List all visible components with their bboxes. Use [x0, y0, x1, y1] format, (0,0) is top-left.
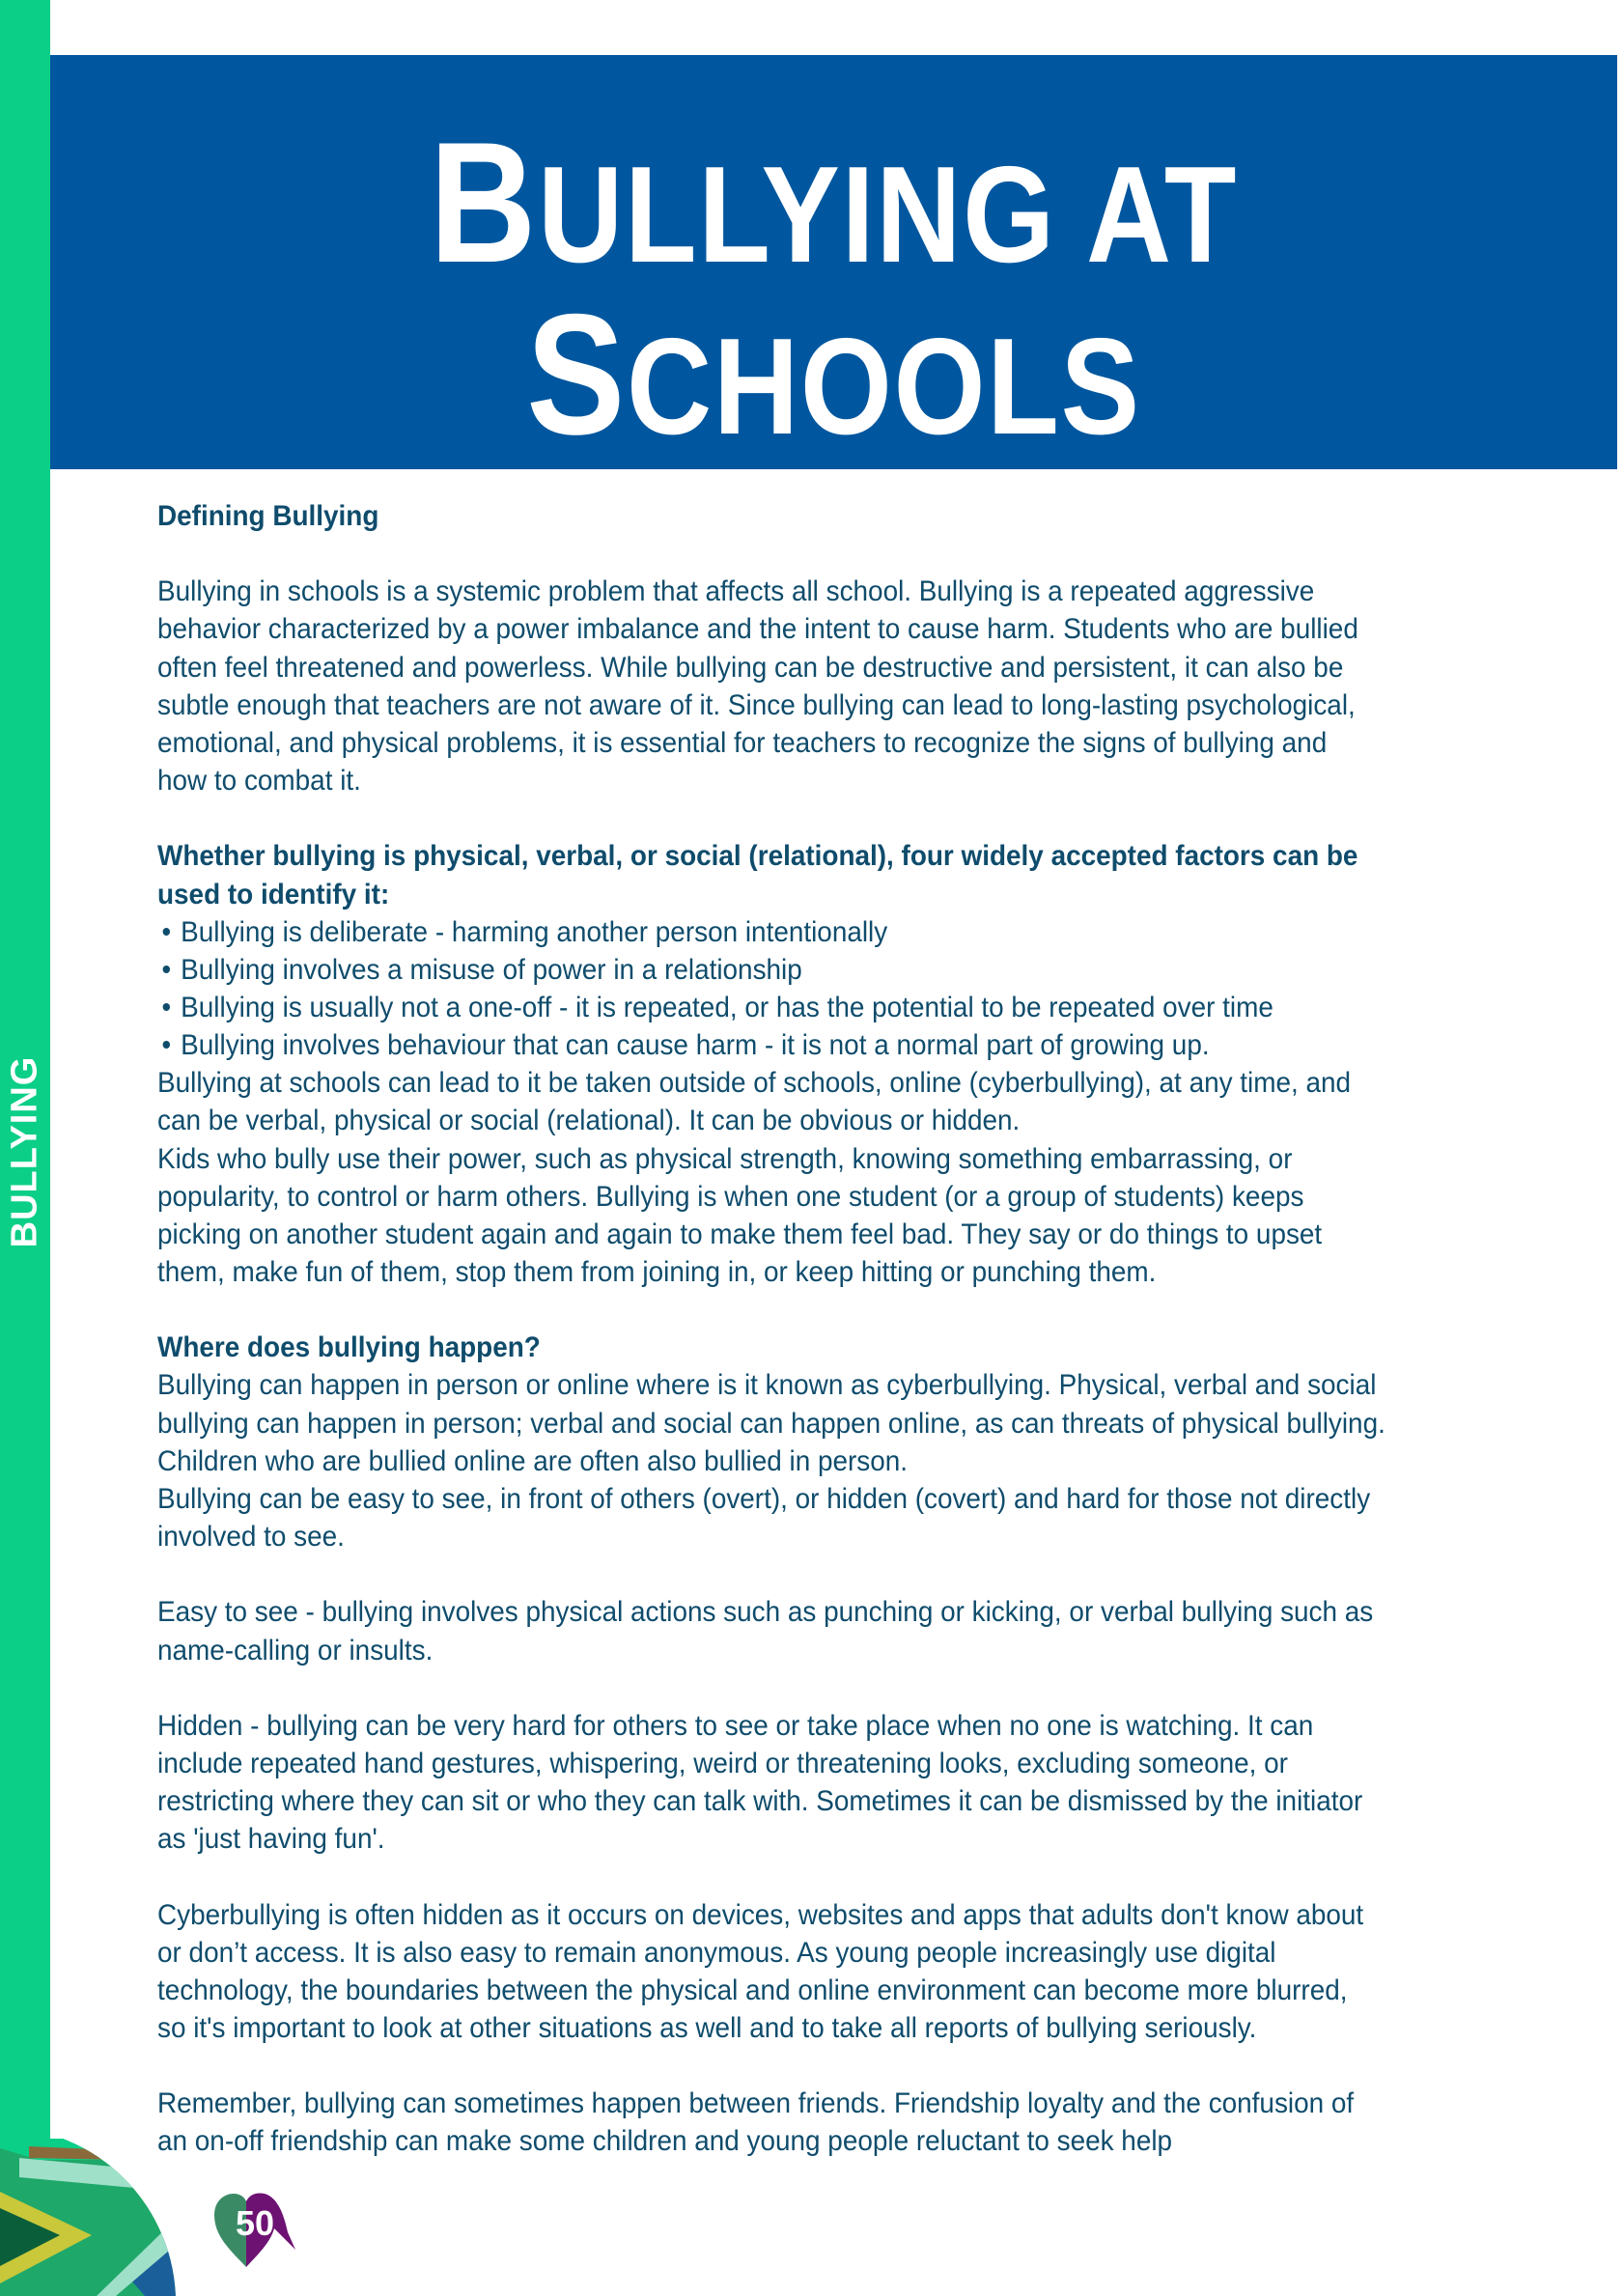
- paragraph-line: [157, 762, 361, 799]
- line-text: Defining Bullying: [157, 500, 379, 532]
- line-text: popularity, to control or harm others. Bullying is when one student (or a group of students) keeps: [157, 1180, 1304, 1213]
- line-text: Bullying is deliberate - harming another person intentionally: [181, 915, 888, 948]
- line-text: so it's important to look at other situations as well and to take all reports of bullying seriously.: [157, 2012, 1257, 2044]
- line-text: Bullying is usually not a one-off - it is repeated, or has the potential to be repeated over time: [181, 991, 1273, 1023]
- line-text: or don’t access. It is also easy to remain anonymous. As young people increasingly use digital: [157, 1936, 1276, 1969]
- title-banner: [50, 55, 1617, 469]
- line-text: Children who are bullied online are often also bullied in person.: [157, 1444, 909, 1477]
- bullet-icon: [163, 928, 170, 936]
- paragraph-line: [157, 1405, 1385, 1442]
- paragraph-line: [157, 1140, 1293, 1178]
- side-tab-bar: [0, 0, 50, 2296]
- section-heading: [157, 837, 1357, 875]
- line-text: behavior characterized by a power imbalance and the intent to cause harm. Students who are bullied: [157, 613, 1358, 646]
- line-text: Bullying can be easy to see, in front of others (overt), or hidden (covert) and hard for those not directly: [157, 1482, 1371, 1515]
- paragraph-line: [157, 1518, 345, 1555]
- paragraph-line: [157, 1216, 1322, 1253]
- line-text: Hidden - bullying can be very hard for others to see or take place when no one is watching. It can: [157, 1709, 1314, 1742]
- bullet-icon: [163, 966, 170, 973]
- paragraph-line: [157, 573, 1314, 610]
- paragraph-line: [157, 1820, 385, 1858]
- line-text: restricting where they can sit or who they can talk with. Sometimes it can be dismissed by the initiator: [157, 1785, 1363, 1818]
- side-tab-label: BULLYING: [4, 1055, 45, 1248]
- paragraph-line: [157, 1253, 1156, 1291]
- line-text: as 'just having fun'.: [157, 1823, 385, 1856]
- line-text: can be verbal, physical or social (relational). It can be obvious or hidden.: [157, 1105, 1021, 1137]
- title-smallcaps: CHOOLS: [627, 310, 1141, 463]
- line-text: subtle enough that teachers are not aware of it. Since bullying can lead to long-lasting psychological,: [157, 688, 1356, 721]
- page-number: 50: [235, 2203, 275, 2243]
- line-text: Bullying in schools is a systemic problem that affects all school. Bullying is a repeated aggressive: [157, 575, 1315, 608]
- line-text: involved to see.: [157, 1521, 345, 1554]
- line-text: emotional, and physical problems, it is essential for teachers to recognize the signs of bullying and: [157, 726, 1328, 759]
- paragraph-line: [157, 649, 1343, 686]
- paragraph-line: [157, 1632, 433, 1669]
- title-smallcaps: ULLYING AT: [538, 138, 1239, 292]
- section-heading: [157, 876, 389, 913]
- paragraph-line: [157, 686, 1356, 724]
- paragraph-line: [157, 1442, 908, 1480]
- line-text: Remember, bullying can sometimes happen between friends. Friendship loyalty and the confusion of: [157, 2087, 1355, 2120]
- paragraph-line: [157, 1064, 1351, 1102]
- line-text: Kids who bully use their power, such as physical strength, knowing something embarrassing, or: [157, 1142, 1293, 1175]
- paragraph-line: [157, 1972, 1348, 2009]
- bullet-icon: [163, 1003, 170, 1011]
- paragraph-line: [157, 2009, 1256, 2047]
- line-text: them, make fun of them, stop them from joining in, or keep hitting or punching them.: [157, 1256, 1157, 1288]
- bullet-item: [157, 951, 802, 989]
- title-initial: S: [526, 278, 628, 470]
- paragraph-line: [157, 1782, 1362, 1820]
- line-text: Easy to see - bullying involves physical actions such as punching or kicking, or verbal bullying such as: [157, 1596, 1374, 1629]
- line-text: name-calling or insults.: [157, 1634, 434, 1666]
- paragraph-line: [157, 1745, 1288, 1782]
- paragraph-line: [157, 610, 1358, 648]
- paragraph-line: [157, 1366, 1376, 1404]
- line-text: Bullying at schools can lead to it be taken outside of schools, online (cyberbullying), at any time, and: [157, 1067, 1352, 1100]
- line-text: Cyberbullying is often hidden as it occurs on devices, websites and apps that adults don't know about: [157, 1898, 1364, 1931]
- line-text: often feel threatened and powerless. While bullying can be destructive and persistent, it can also be: [157, 651, 1344, 684]
- line-text: Where does bullying happen?: [157, 1331, 541, 1364]
- paragraph-line: [157, 2122, 1172, 2160]
- line-text: include repeated hand gestures, whispering, weird or threatening looks, excluding someone, or: [157, 1747, 1288, 1779]
- paragraph-line: [157, 1593, 1373, 1631]
- paragraph-line: [157, 1102, 1020, 1139]
- paragraph-line: [157, 1934, 1276, 1972]
- line-text: used to identify it:: [157, 878, 390, 910]
- bullet-icon: [163, 1041, 170, 1049]
- section-heading: [157, 497, 378, 535]
- paragraph-line: [157, 1178, 1303, 1216]
- paragraph-line: [157, 1707, 1313, 1745]
- section-heading: [157, 1329, 541, 1366]
- bullet-item: [157, 1026, 1210, 1064]
- line-text: technology, the boundaries between the physical and online environment can become more blurred,: [157, 1974, 1348, 2006]
- line-text: Bullying can happen in person or online where is it known as cyberbullying. Physical, verbal and social: [157, 1369, 1377, 1402]
- bullet-item: [157, 989, 1273, 1026]
- line-text: how to combat it.: [157, 765, 361, 798]
- line-text: bullying can happen in person; verbal and social can happen online, as can threats of physical bullying.: [157, 1407, 1385, 1440]
- title-initial: B: [429, 106, 539, 298]
- page-title-line-1: [160, 103, 1508, 301]
- line-text: picking on another student again and again to make them feel bad. They say or do things to upset: [157, 1218, 1323, 1250]
- line-text: Whether bullying is physical, verbal, or social (relational), four widely accepted factors can be: [157, 840, 1358, 873]
- paragraph-line: [157, 1896, 1363, 1934]
- paragraph-line: [157, 2085, 1354, 2122]
- page-title-line-2: [160, 275, 1508, 473]
- paragraph-line: [157, 724, 1327, 762]
- south-africa-flag-icon: [0, 2139, 176, 2296]
- bullet-item: [157, 913, 887, 951]
- paragraph-line: [157, 1480, 1370, 1518]
- line-text: Bullying involves a misuse of power in a relationship: [181, 953, 802, 986]
- line-text: Bullying involves behaviour that can cause harm - it is not a normal part of growing up.: [181, 1029, 1210, 1062]
- line-text: an on-off friendship can make some children and young people reluctant to seek help: [157, 2125, 1173, 2158]
